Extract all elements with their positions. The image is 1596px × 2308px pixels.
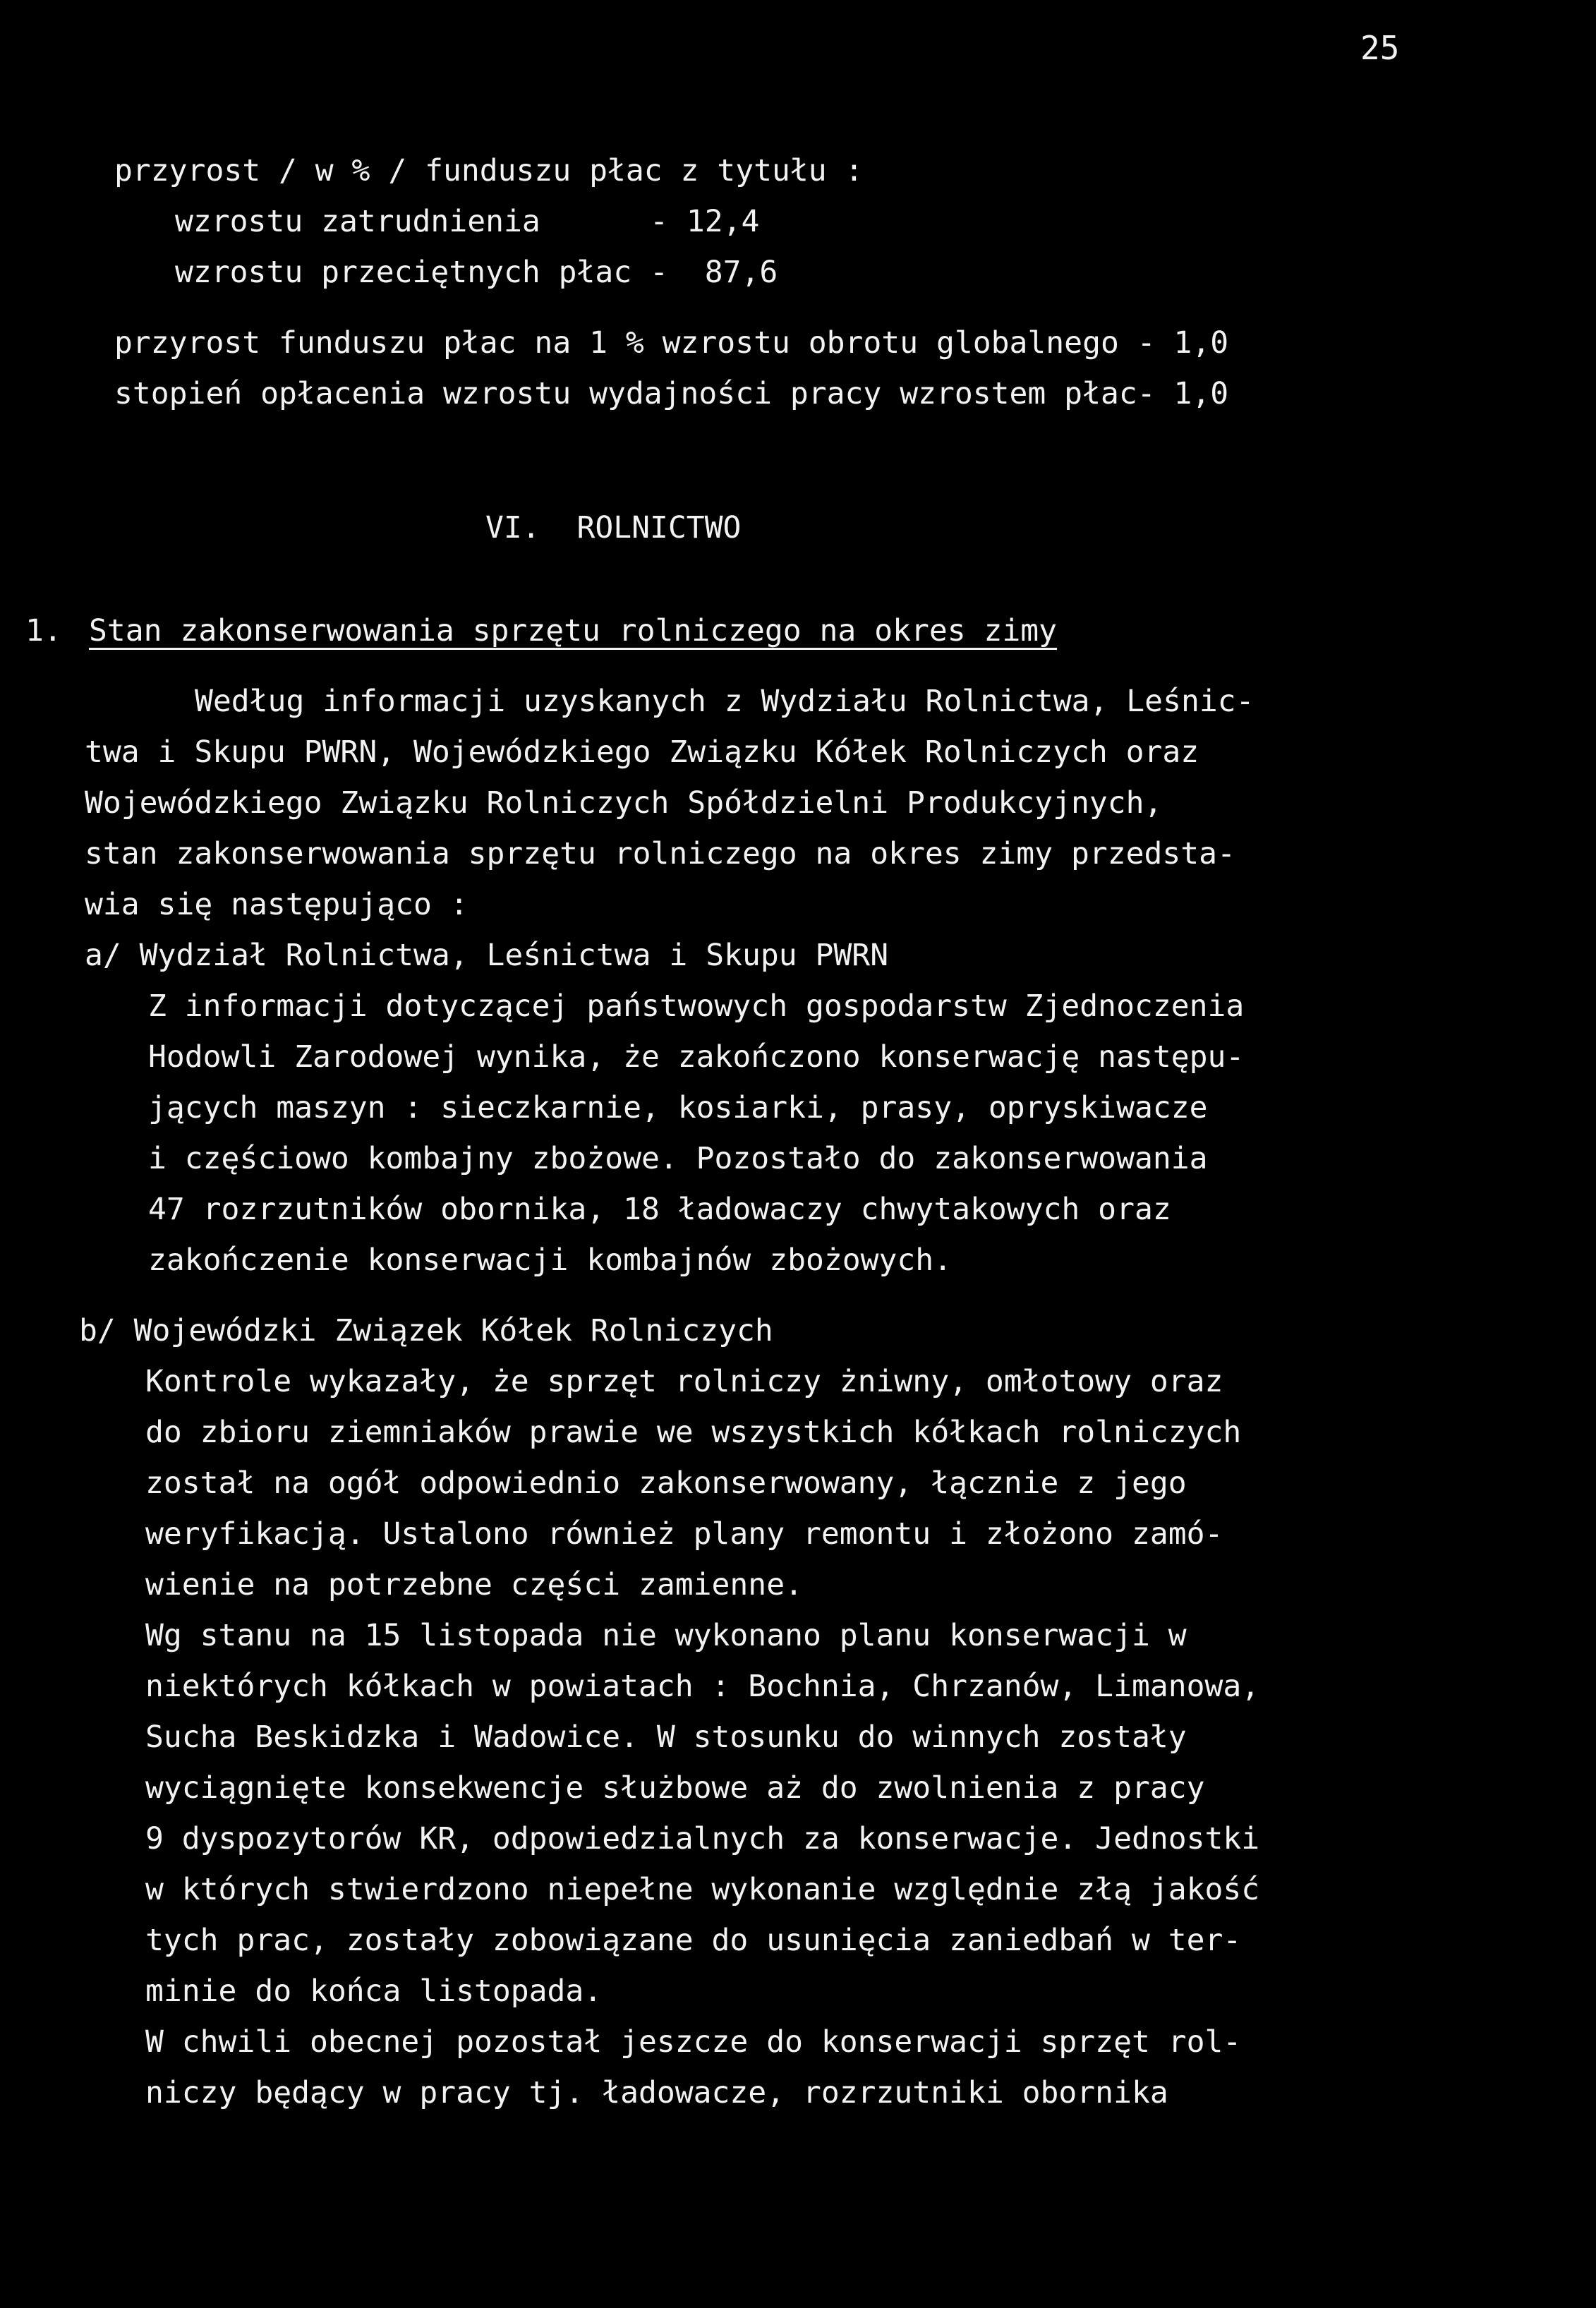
wages-line-4: przyrost funduszu płac na 1 % wzrostu obrotu globalnego - 1,0 (114, 325, 1229, 361)
section-b-heading: b/ Wojewódzki Związek Kółek Rolniczych (79, 1313, 773, 1348)
section-a-line-3: jących maszyn : sieczkarnie, kosiarki, prasy, opryskiwacze (148, 1090, 1208, 1125)
point-number: 1. (25, 613, 62, 648)
wages-line-1: przyrost / w % / funduszu płac z tytułu : (114, 153, 864, 188)
section-b-line-4: weryfikacją. Ustalono również plany remontu i złożono zamó- (145, 1516, 1223, 1552)
intro-line-3: Wojewódzkiego Związku Rolniczych Spółdzielni Produkcyjnych, (85, 785, 1163, 821)
section-b-line-15: niczy będący w pracy tj. ładowacze, rozrzutniki obornika (145, 2075, 1168, 2110)
section-b-line-8: Sucha Beskidzka i Wadowice. W stosunku do winnych zostały (145, 1720, 1187, 1755)
intro-line-5: wia się następująco : (85, 887, 468, 922)
section-b-line-2: do zbioru ziemniaków prawie we wszystkich kółkach rolniczych (145, 1415, 1242, 1450)
section-a-line-5: 47 rozrzutników obornika, 18 ładowaczy chwytakowych oraz (148, 1192, 1171, 1227)
section-b-line-14: W chwili obecnej pozostał jeszcze do konserwacji sprzęt rol- (145, 2024, 1242, 2060)
intro-line-2: twa i Skupu PWRN, Wojewódzkiego Związku Kółek Rolniczych oraz (85, 735, 1199, 770)
section-b-line-10: 9 dyspozytorów KR, odpowiedzialnych za konserwacje. Jednostki (145, 1821, 1260, 1856)
wages-line-5: stopień opłacenia wzrostu wydajności pracy wzrostem płac- 1,0 (114, 376, 1229, 411)
section-b-line-11: w których stwierdzono niepełne wykonanie względnie złą jakość (145, 1872, 1260, 1907)
section-b-line-6: Wg stanu na 15 listopada nie wykonano planu konserwacji w (145, 1618, 1187, 1653)
wages-line-3: wzrostu przeciętnych płac - 87,6 (175, 255, 778, 290)
point-title: Stan zakonserwowania sprzętu rolniczego na okres zimy (89, 613, 1058, 648)
section-b-line-5: wienie na potrzebne części zamienne. (145, 1567, 803, 1602)
section-a-line-1: Z informacji dotyczącej państwowych gospodarstw Zjednoczenia (148, 989, 1245, 1024)
section-b-line-13: minie do końca listopada. (145, 1974, 603, 2009)
section-a-line-4: i częściowo kombajny zbożowe. Pozostało do zakonserwowania (148, 1141, 1208, 1176)
page-number: 25 (1360, 29, 1400, 67)
section-a-line-6: zakończenie konserwacji kombajnów zbożowych. (148, 1243, 953, 1278)
section-heading: VI. ROLNICTWO (485, 510, 742, 545)
intro-line-4: stan zakonserwowania sprzętu rolniczego na okres zimy przedsta- (85, 836, 1235, 871)
section-b-line-12: tych prac, zostały zobowiązane do usunięcia zaniedbań w ter- (145, 1923, 1242, 1958)
section-a-line-2: Hodowli Zarodowej wynika, że zakończono konserwację następu- (148, 1039, 1245, 1075)
section-b-line-1: Kontrole wykazały, że sprzęt rolniczy żniwny, omłotowy oraz (145, 1364, 1223, 1399)
section-a-heading: a/ Wydział Rolnictwa, Leśnictwa i Skupu PWRN (85, 938, 889, 973)
section-b-line-3: został na ogół odpowiednio zakonserwowany, łącznie z jego (145, 1466, 1187, 1501)
section-b-line-9: wyciągnięte konsekwencje służbowe aż do zwolnienia z pracy (145, 1770, 1205, 1806)
intro-line-1: Według informacji uzyskanych z Wydziału Rolnictwa, Leśnic- (195, 684, 1255, 719)
wages-line-2: wzrostu zatrudnienia - 12,4 (175, 204, 760, 239)
section-b-line-7: niektórych kółkach w powiatach : Bochnia, Chrzanów, Limanowa, (145, 1669, 1260, 1704)
